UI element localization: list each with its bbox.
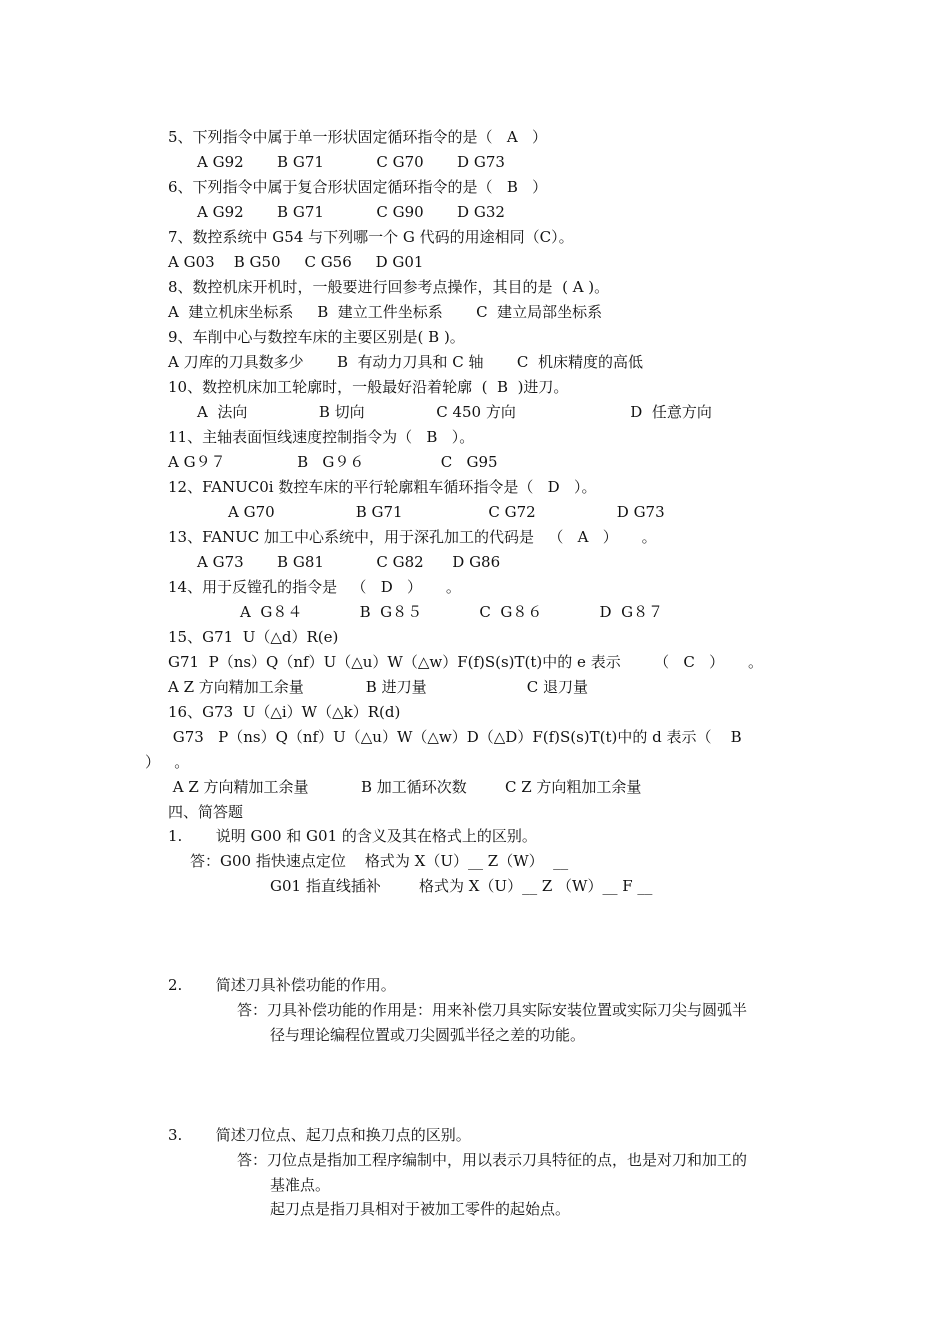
question-14-options: A G８４ B G８５ C G８６ D G８７ — [240, 603, 664, 621]
question-9-options: A 刀库的刀具数多少 B 有动力刀具和 C 轴 C 机床精度的高低 — [168, 353, 643, 371]
short-answer-2-answer: 答：刀具补偿功能的作用是：用来补偿刀具实际安装位置或实际刀尖与圆弧半 — [237, 1001, 748, 1019]
question-16-format-continued: ） 。 — [145, 753, 190, 771]
question-15: 15、G71 U（△d）R(e) — [168, 628, 339, 646]
question-6: 6、下列指令中属于复合形状固定循环指令的是（ B ） — [168, 178, 548, 196]
question-10: 10、数控机床加工轮廓时，一般最好沿着轮廓 ( B )进刀。 — [168, 378, 569, 396]
question-5: 5、下列指令中属于单一形状固定循环指令的是（ A ） — [168, 128, 547, 146]
question-11-options: A G９７ B G９６ C G95 — [168, 453, 498, 471]
short-answer-2-answer-line2: 径与理论编程位置或刀尖圆弧半径之差的功能。 — [270, 1026, 586, 1044]
question-8: 8、数控机床开机时，一般要进行回参考点操作，其目的是 ( A )。 — [168, 278, 610, 296]
short-answer-2: 2. 简述刀具补偿功能的作用。 — [168, 976, 396, 994]
question-16-format: G73 P（ns）Q（nf）U（△u）W（△w）D（△D）F(f)S(s)T(t)中的 d 表示（ B — [168, 728, 742, 746]
short-answer-1: 1. 说明 G00 和 G01 的含义及其在格式上的区别。 — [168, 827, 537, 845]
question-15-options: A Z 方向精加工余量 B 进刀量 C 退刀量 — [168, 678, 588, 696]
section-heading: 四、简答题 — [168, 803, 244, 821]
question-13-options: A G73 B G81 C G82 D G86 — [197, 553, 501, 571]
question-7: 7、数控系统中 G54 与下列哪一个 G 代码的用途相同（C）。 — [168, 228, 574, 246]
question-16-options: A Z 方向精加工余量 B 加工循环次数 C Z 方向粗加工余量 — [168, 778, 642, 796]
question-7-options: A G03 B G50 C G56 D G01 — [168, 253, 424, 271]
short-answer-1-answer-line2: G01 指直线插补 格式为 X（U）__ Z （W）__ F __ — [270, 877, 653, 895]
question-10-options: A 法向 B 切向 C 450 方向 D 任意方向 — [197, 403, 712, 421]
question-8-options: A 建立机床坐标系 B 建立工件坐标系 C 建立局部坐标系 — [168, 303, 603, 321]
question-14: 14、用于反镗孔的指令是 （ D ） 。 — [168, 578, 461, 596]
question-13: 13、FANUC 加工中心系统中，用于深孔加工的代码是 （ A ） 。 — [168, 528, 657, 546]
question-6-options: A G92 B G71 C G90 D G32 — [197, 203, 505, 221]
short-answer-3: 3. 简述刀位点、起刀点和换刀点的区别。 — [168, 1126, 471, 1144]
question-16: 16、G73 U（△i）W（△k）R(d) — [168, 703, 401, 721]
short-answer-1-answer: 答：G00 指快速点定位 格式为 X（U）__ Z（W） __ — [190, 852, 569, 870]
question-5-options: A G92 B G71 C G70 D G73 — [197, 153, 505, 171]
question-15-format: G71 P（ns）Q（nf）U（△u）W（△w）F(f)S(s)T(t)中的 e 表示 （ C ） 。 — [168, 653, 763, 671]
short-answer-3-answer: 答：刀位点是指加工程序编制中，用以表示刀具特征的点，也是对刀和加工的 — [237, 1151, 748, 1169]
short-answer-3-answer-line2: 基准点。 — [270, 1176, 331, 1194]
question-12-options: A G70 B G71 C G72 D G73 — [228, 503, 665, 521]
question-11: 11、主轴表面恒线速度控制指令为（ B ）。 — [168, 428, 475, 446]
question-9: 9、车削中心与数控车床的主要区别是( B )。 — [168, 328, 465, 346]
short-answer-3-answer-line3: 起刀点是指刀具相对于被加工零件的起始点。 — [270, 1200, 571, 1218]
question-12: 12、FANUC0i 数控车床的平行轮廓粗车循环指令是（ D ）。 — [168, 478, 597, 496]
